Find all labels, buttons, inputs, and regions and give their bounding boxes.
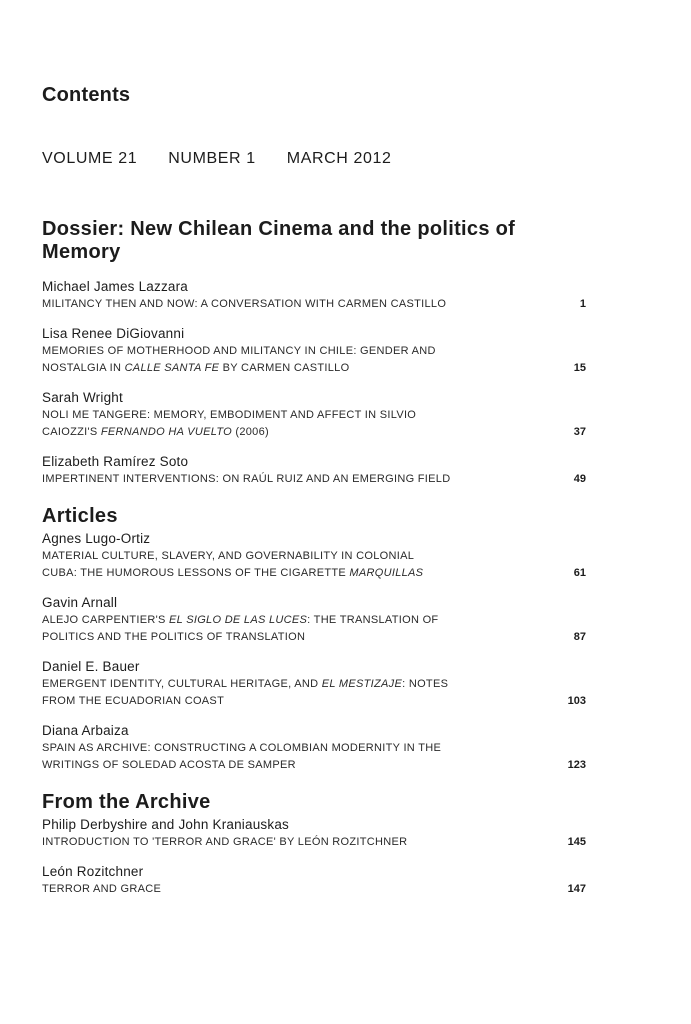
entry-page-number: 145 xyxy=(567,836,586,848)
volume-label: VOLUME 21 xyxy=(42,150,138,167)
entry-page-number: 147 xyxy=(567,883,586,895)
entry-title: MEMORIES OF MOTHERHOOD AND MILITANCY IN CHILE: GENDER AND xyxy=(42,345,436,357)
entry-author: León Rozitchner xyxy=(42,864,144,879)
date-label: MARCH 2012 xyxy=(286,150,392,167)
toc-entry[interactable] xyxy=(42,389,590,441)
entry-page-number: 1 xyxy=(579,298,586,310)
entry-title-continued xyxy=(42,360,522,377)
section-heading-articles: Articles xyxy=(42,505,118,527)
entry-title-continued xyxy=(42,565,522,582)
entry-title: SPAIN AS ARCHIVE: CONSTRUCTING A COLOMBIAN MODERNITY IN THE xyxy=(42,742,442,754)
entry-page-number: 15 xyxy=(573,362,586,374)
entry-author: Philip Derbyshire and John Kraniauskas xyxy=(42,817,289,832)
entry-title: MATERIAL CULTURE, SLAVERY, AND GOVERNABILITY IN COLONIAL xyxy=(42,550,415,562)
entry-title-continued: FROM THE ECUADORIAN COAST xyxy=(42,695,225,707)
number-label: NUMBER 1 xyxy=(168,150,256,167)
entry-author: Daniel E. Bauer xyxy=(42,659,140,674)
toc-entry[interactable] xyxy=(42,453,590,488)
entry-author: Agnes Lugo-Ortiz xyxy=(42,531,151,546)
entry-page-number: 61 xyxy=(573,567,586,579)
entry-title-italic: EL SIGLO DE LAS LUCES xyxy=(169,614,308,626)
entry-author: Michael James Lazzara xyxy=(42,279,189,294)
toc-entry[interactable] xyxy=(42,594,590,646)
toc-entry[interactable] xyxy=(42,658,590,710)
entry-title-tail: : THE TRANSLATION OF xyxy=(307,614,439,626)
entry-title: IMPERTINENT INTERVENTIONS: ON RAÚL RUIZ AND AN EMERGING FIELD xyxy=(42,473,451,485)
toc-entry[interactable] xyxy=(42,325,590,377)
entry-title-italic: CALLE SANTA FE xyxy=(124,362,220,374)
entry-title xyxy=(42,612,522,629)
issue-info xyxy=(42,150,418,168)
entry-title: NOLI ME TANGERE: MEMORY, EMBODIMENT AND AFFECT IN SILVIO xyxy=(42,409,417,421)
entry-title-continued xyxy=(42,424,522,441)
entry-title-continued: POLITICS AND THE POLITICS OF TRANSLATION xyxy=(42,631,306,643)
entry-title-tail: (2006) xyxy=(232,426,269,438)
entry-page-number: 37 xyxy=(573,426,586,438)
entry-title-text: ALEJO CARPENTIER'S xyxy=(42,614,169,626)
entry-title xyxy=(42,676,522,693)
entry-title-continued: WRITINGS OF SOLEDAD ACOSTA DE SAMPER xyxy=(42,759,296,771)
entry-title-text: CUBA: THE HUMOROUS LESSONS OF THE CIGARETTE xyxy=(42,567,350,579)
entry-title: INTRODUCTION TO 'TERROR AND GRACE' BY LEÓN ROZITCHNER xyxy=(42,836,408,848)
section-heading-archive: From the Archive xyxy=(42,791,211,813)
section-heading-dossier: Dossier: New Chilean Cinema and the politics of Memory xyxy=(42,218,516,263)
entry-title: MILITANCY THEN AND NOW: A CONVERSATION WITH CARMEN CASTILLO xyxy=(42,298,447,310)
toc-entry[interactable] xyxy=(42,722,590,774)
entry-page-number: 103 xyxy=(567,695,586,707)
page-title: Contents xyxy=(42,84,131,106)
entry-title-text: NOSTALGIA IN xyxy=(42,362,122,374)
entry-page-number: 49 xyxy=(573,473,586,485)
toc-entry[interactable] xyxy=(42,278,590,313)
toc-entry[interactable] xyxy=(42,863,590,898)
entry-title-tail: : NOTES xyxy=(402,678,449,690)
entry-title-text: CAIOZZI'S xyxy=(42,426,98,438)
entry-title: TERROR AND GRACE xyxy=(42,883,162,895)
entry-title-italic: FERNANDO HA VUELTO xyxy=(100,426,232,438)
toc-entry[interactable] xyxy=(42,530,590,582)
entry-author: Gavin Arnall xyxy=(42,595,118,610)
entry-title-tail: BY CARMEN CASTILLO xyxy=(219,362,350,374)
entry-page-number: 123 xyxy=(567,759,586,771)
entry-title-text: EMERGENT IDENTITY, CULTURAL HERITAGE, AND xyxy=(42,678,322,690)
entry-author: Elizabeth Ramírez Soto xyxy=(42,454,189,469)
entry-author: Diana Arbaiza xyxy=(42,723,129,738)
entry-page-number: 87 xyxy=(573,631,586,643)
toc-entry[interactable] xyxy=(42,816,590,851)
entry-author: Lisa Renee DiGiovanni xyxy=(42,326,185,341)
entry-title-italic: EL MESTIZAJE xyxy=(321,678,403,690)
entry-title-italic: MARQUILLAS xyxy=(349,567,424,579)
entry-author: Sarah Wright xyxy=(42,390,123,405)
table-of-contents xyxy=(42,218,590,910)
